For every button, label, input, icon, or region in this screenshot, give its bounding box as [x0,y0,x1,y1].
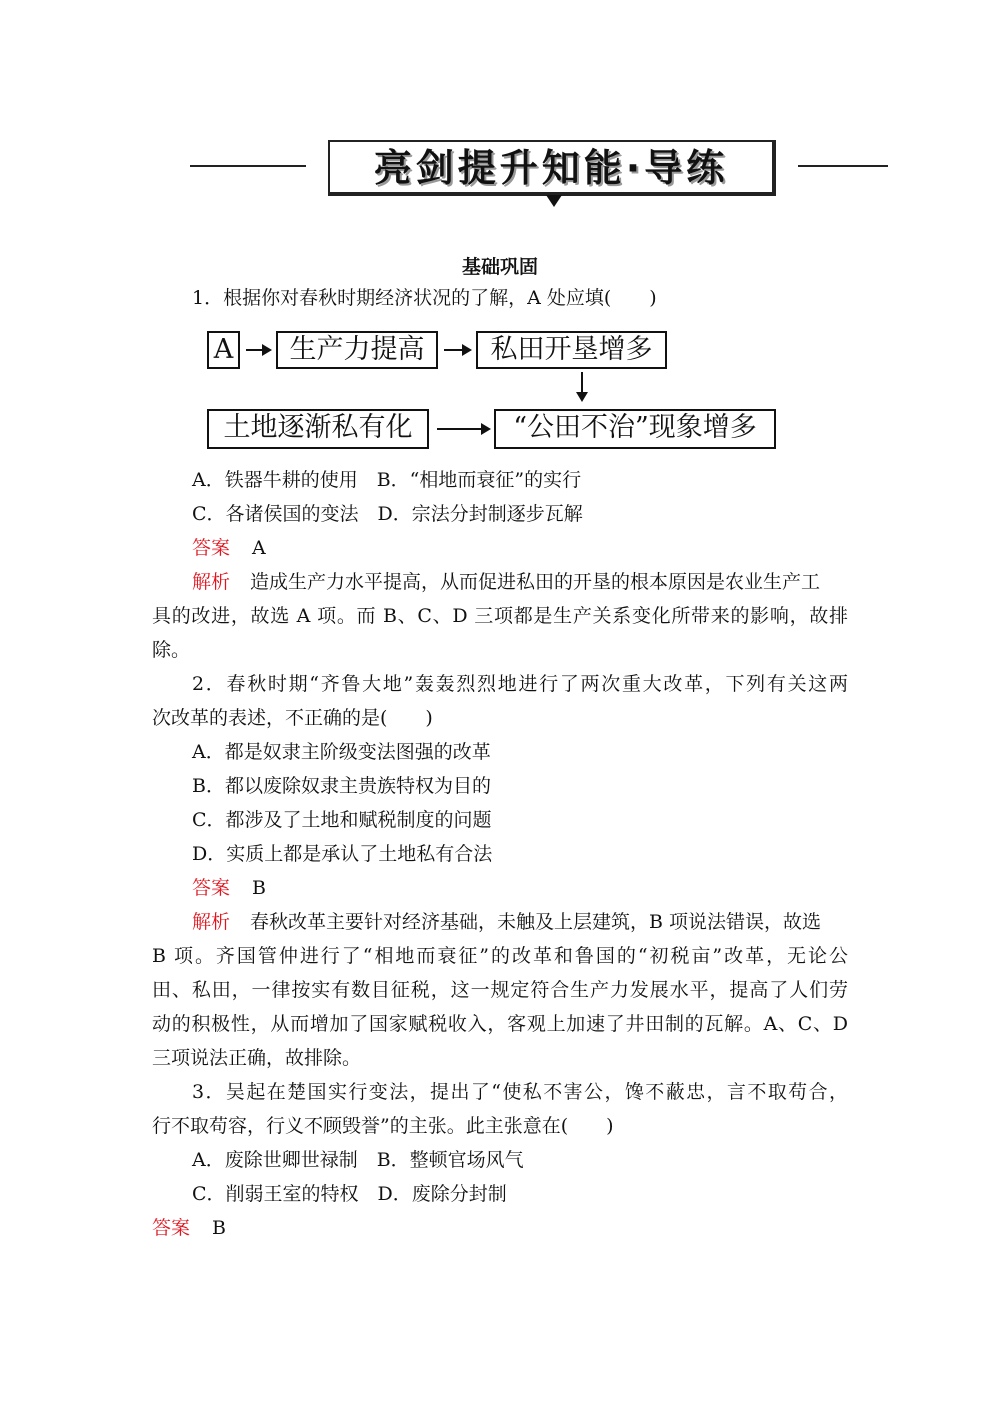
answer-label: 答案 [192,537,231,559]
flow-box-a: A [207,331,240,369]
flow-box-private-fields: 私田开垦增多 [476,331,667,369]
q1-analysis-line2: 具的改进，故选 A 项。而 B、C、D 三项都是生产关系变化所带来的影响，故排 [152,605,848,627]
q2-analysis-line4: 动的积极性，从而增加了国家赋税收入，客观上加速了井田制的瓦解。A、C、D [152,1013,848,1035]
q2-analysis-line3: 田、私田，一律按实有数目征税，这一规定符合生产力发展水平，提高了人们劳 [152,979,848,1001]
flow-arrow-icon [437,428,489,430]
flow-arrow-down-icon [581,372,583,400]
q2-analysis-line5: 三项说法正确，故排除。 [152,1047,362,1069]
flow-box-privatization: 土地逐渐私有化 [207,409,429,449]
q2-option-b: B．都以废除奴隶主贵族特权为目的 [192,775,491,797]
q1-analysis-text1: 造成生产力水平提高，从而促进私田的开垦的根本原因是农业生产工 [250,571,821,593]
q2-option-a: A．都是奴隶主阶级变法图强的改革 [192,741,491,763]
flow-box-productivity: 生产力提高 [276,331,438,369]
banner-title: 亮剑提升知能·导练 [328,140,776,196]
q1-stem: 1．根据你对春秋时期经济状况的了解，A 处应填( ) [192,287,657,309]
answer-label: 答案 [192,877,231,899]
section-title: 基础巩固 [461,256,538,278]
q1-analysis-line1 [192,570,820,594]
q3-answer-value: B [212,1217,226,1239]
banner-pointer-icon [546,195,562,207]
q1-options-line2: C．各诸侯国的变法 D．宗法分封制逐步瓦解 [192,503,583,525]
q1-analysis-line3: 除。 [152,639,191,661]
analysis-label: 解析 [192,571,231,593]
flow-box-public-fields: “公田不治”现象增多 [494,409,776,449]
q1-answer-row [192,536,266,560]
q3-options-line2: C．削弱王室的特权 D．废除分封制 [192,1183,507,1205]
q2-answer-row [192,876,266,900]
flow-arrow-icon [444,349,470,351]
q3-stem-line1: 3．吴起在楚国实行变法，提出了“使私不害公，馋不蔽忠，言不取苟合， [192,1081,848,1103]
q2-analysis-line1 [192,910,821,934]
q3-options-line1: A．废除世卿世禄制 B．整顿官场风气 [192,1149,524,1171]
answer-label: 答案 [152,1217,191,1239]
banner-rule-right [798,165,888,167]
q2-analysis-line2: B 项。齐国管仲进行了“相地而衰征”的改革和鲁国的“初税亩”改革，无论公 [152,945,848,967]
q3-answer-row [152,1216,226,1240]
q2-option-c: C．都涉及了土地和赋税制度的问题 [192,809,492,831]
q2-option-d: D．实质上都是承认了土地私有合法 [192,843,493,865]
banner-rule-left [190,165,306,167]
q2-answer-value: B [252,877,266,899]
q3-stem-line2: 行不取苟容，行义不顾毁誉”的主张。此主张意在( ) [152,1115,614,1137]
analysis-label: 解析 [192,911,231,933]
q1-options-line1: A．铁器牛耕的使用 B．“相地而衰征”的实行 [192,469,582,491]
q1-answer-value: A [252,537,266,559]
q2-stem-line2: 次改革的表述，不正确的是( ) [152,707,433,729]
q2-stem-line1: 2．春秋时期“齐鲁大地”轰轰烈烈地进行了两次重大改革，下列有关这两 [192,673,848,695]
flow-arrow-icon [246,349,270,351]
q2-analysis-text1: 春秋改革主要针对经济基础，未触及上层建筑，B 项说法错误，故选 [250,911,822,933]
